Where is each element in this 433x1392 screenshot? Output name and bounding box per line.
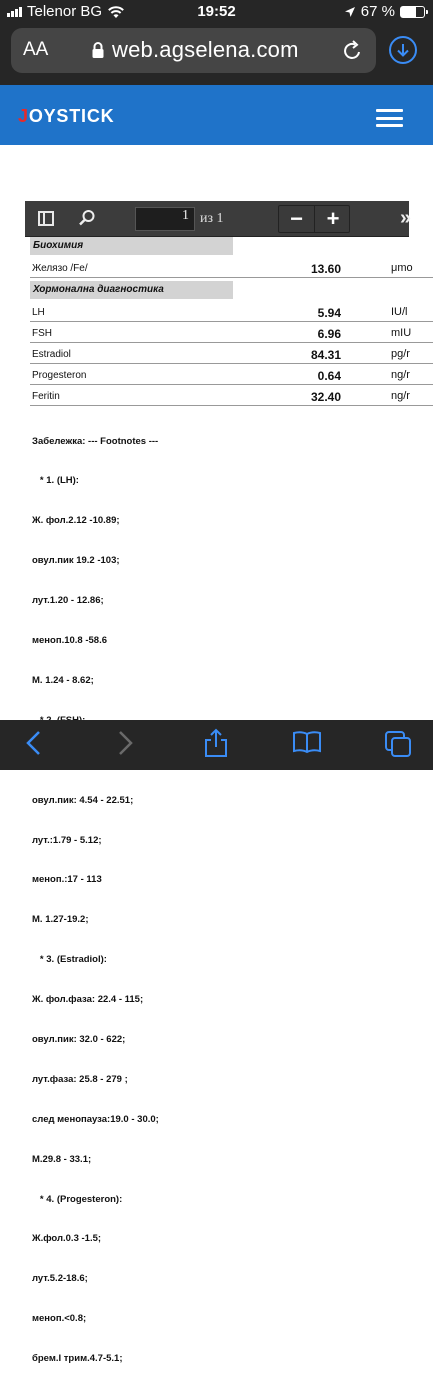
reload-icon[interactable] [343, 39, 363, 61]
address-bar[interactable] [11, 28, 376, 73]
table-row: Progesteron 0.64 ng/r [30, 364, 433, 385]
downloads-button[interactable] [389, 36, 417, 64]
battery-level [401, 7, 416, 17]
pdf-document [25, 237, 433, 1365]
zoom-controls [278, 205, 350, 233]
url-text[interactable]: web.agselena.com [112, 37, 299, 62]
download-arrow-icon [391, 38, 415, 62]
section-header-hormones: Хормонална диагностика [30, 281, 233, 299]
footnotes: Забележка: --- Footnotes --- * 1. (LH): Ж. фол.2.12 -10.89; овул.пик 19.2 -103; лут.1.20 - 12.86; меноп.10.8 -58.6 М. 1.24 - 8.62; овул.пик: 4.54 - 22.51; лут.:1.79 - 5.12; меноп.:17 - 113 М. 1.27-19.2; * 3. (Estradiol): Ж. фол.фаза: 22.4 - 115; овул.пик: 32.0 - 622; лут.фаза: 25.8 - 279 ; след менопауза:19.0 - 30.0; М.29.8 - 33.1; * 4. (Progesteron): Ж.фол.0.3 -1.5; лут.5.2-18.6; меноп.<0.8; брем.I трим.4.7-5.1; [32, 435, 159, 1365]
sidebar-toggle-icon[interactable] [38, 211, 54, 226]
forward-arrow-icon[interactable] [115, 730, 135, 756]
page-count-label: из 1 [200, 211, 224, 226]
page-number-input[interactable]: 1 [135, 207, 195, 231]
text-size-button[interactable]: AA [23, 39, 49, 60]
status-bar [0, 0, 433, 24]
search-icon[interactable] [78, 209, 96, 227]
zoom-in-button[interactable]: + [326, 206, 340, 231]
zoom-out-button[interactable]: − [279, 206, 315, 232]
share-icon[interactable] [203, 728, 229, 758]
location-arrow-icon [344, 6, 356, 18]
table-row: Желязо /Fe/ 13.60 μmo [30, 257, 433, 278]
browser-bottom-toolbar [0, 720, 433, 770]
section-header-biochemistry: Биохимия [30, 237, 233, 255]
table-row: Estradiol 84.31 pg/r [30, 343, 433, 364]
menu-icon[interactable] [376, 109, 403, 127]
table-row: FSH 6.96 mIU [30, 322, 433, 343]
table-row: LH 5.94 IU/l [30, 301, 433, 322]
browser-top-chrome [0, 0, 433, 85]
more-tools-icon[interactable]: » [400, 207, 409, 229]
battery-percent: 67 % [360, 3, 395, 20]
table-row: Feritin 32.40 ng/r [30, 385, 433, 406]
back-arrow-icon[interactable] [24, 730, 44, 756]
bookmarks-icon[interactable] [292, 730, 322, 754]
site-header [0, 85, 433, 145]
lock-icon [91, 41, 105, 59]
pdf-toolbar [25, 201, 409, 237]
battery-icon [400, 6, 425, 18]
tabs-icon[interactable] [384, 730, 412, 758]
clock: 19:52 [197, 3, 236, 20]
site-logo[interactable]: JOYSTICK [18, 106, 115, 126]
carrier-name: Telenor BG [27, 3, 103, 20]
